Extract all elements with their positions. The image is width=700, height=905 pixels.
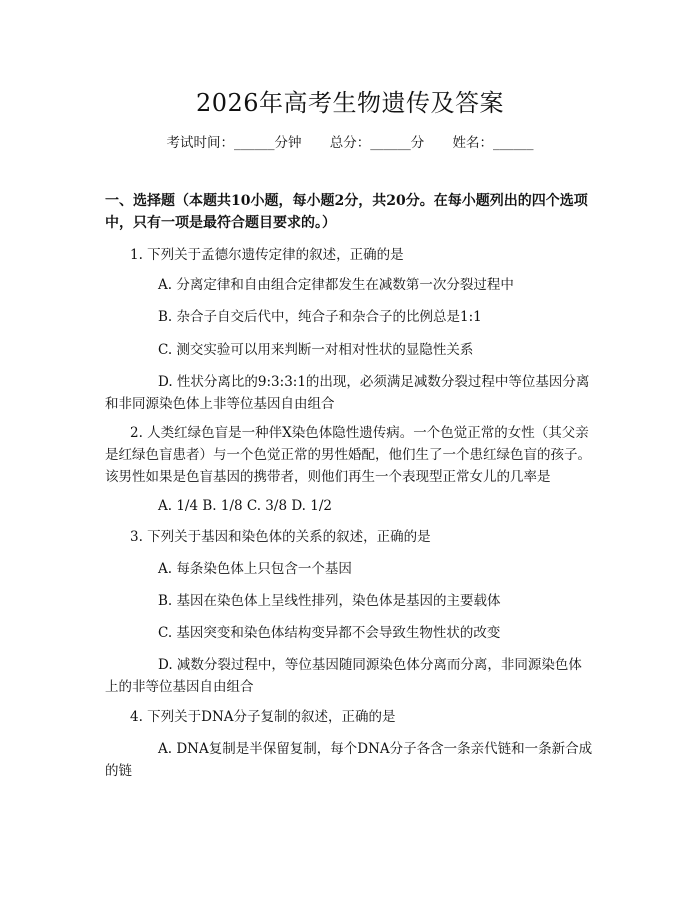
total-score-field: 总分：______分 xyxy=(329,135,425,151)
exam-info-line xyxy=(0,131,700,151)
question-4-stem: 4. 下列关于DNA分子复制的叙述，正确的是 xyxy=(130,709,396,725)
name-field: 姓名：______ xyxy=(452,135,534,151)
question-1-option-c: C. 测交实验可以用来判断一对相对性状的显隐性关系 xyxy=(158,342,474,358)
question-1-option-d: D. 性状分离比的9:3:3:1的出现，必须满足减数分裂过程中等位基因分离和非同源染色体上非等位基因自由组合 xyxy=(105,374,590,412)
question-3-option-b: B. 基因在染色体上呈线性排列，染色体是基因的主要载体 xyxy=(158,593,501,609)
question-1-option-b: B. 杂合子自交后代中，纯合子和杂合子的比例总是1:1 xyxy=(158,309,482,325)
question-4-option-a: A. DNA复制是半保留复制，每个DNA分子各含一条亲代链和一条新合成的链 xyxy=(105,741,593,779)
question-3-option-d: D. 减数分裂过程中，等位基因随同源染色体分离而分离，非同源染色体上的非等位基因自由组合 xyxy=(105,657,582,695)
question-3-option-a: A. 每条染色体上只包含一个基因 xyxy=(158,561,352,577)
page-title: 2026年高考生物遗传及答案 xyxy=(195,89,505,117)
section-heading: 一、选择题（本题共10小题，每小题2分，共20分。在每小题列出的四个选项中，只有一项是最符合题目要求的。） xyxy=(105,193,588,231)
question-3-option-c: C. 基因突变和染色体结构变异都不会导致生物性状的改变 xyxy=(158,625,501,641)
question-2-stem: 2. 人类红绿色盲是一种伴X染色体隐性遗传病。一个色觉正常的女性（其父亲是红绿色盲患者）与一个色觉正常的男性婚配，他们生了一个患红绿色盲的孩子。该男性如果是色盲基因的携带者，则他们再生一个表现型正常女儿的几率是 xyxy=(105,425,591,485)
question-1-option-a: A. 分离定律和自由组合定律都发生在减数第一次分裂过程中 xyxy=(158,277,514,293)
question-2-options: A. 1/4 B. 1/8 C. 3/8 D. 1/2 xyxy=(158,498,332,514)
exam-time-field: 考试时间：______分钟 xyxy=(166,135,302,151)
question-3-stem: 3. 下列关于基因和染色体的关系的叙述，正确的是 xyxy=(130,529,431,545)
question-1-stem: 1. 下列关于孟德尔遗传定律的叙述，正确的是 xyxy=(130,247,404,263)
